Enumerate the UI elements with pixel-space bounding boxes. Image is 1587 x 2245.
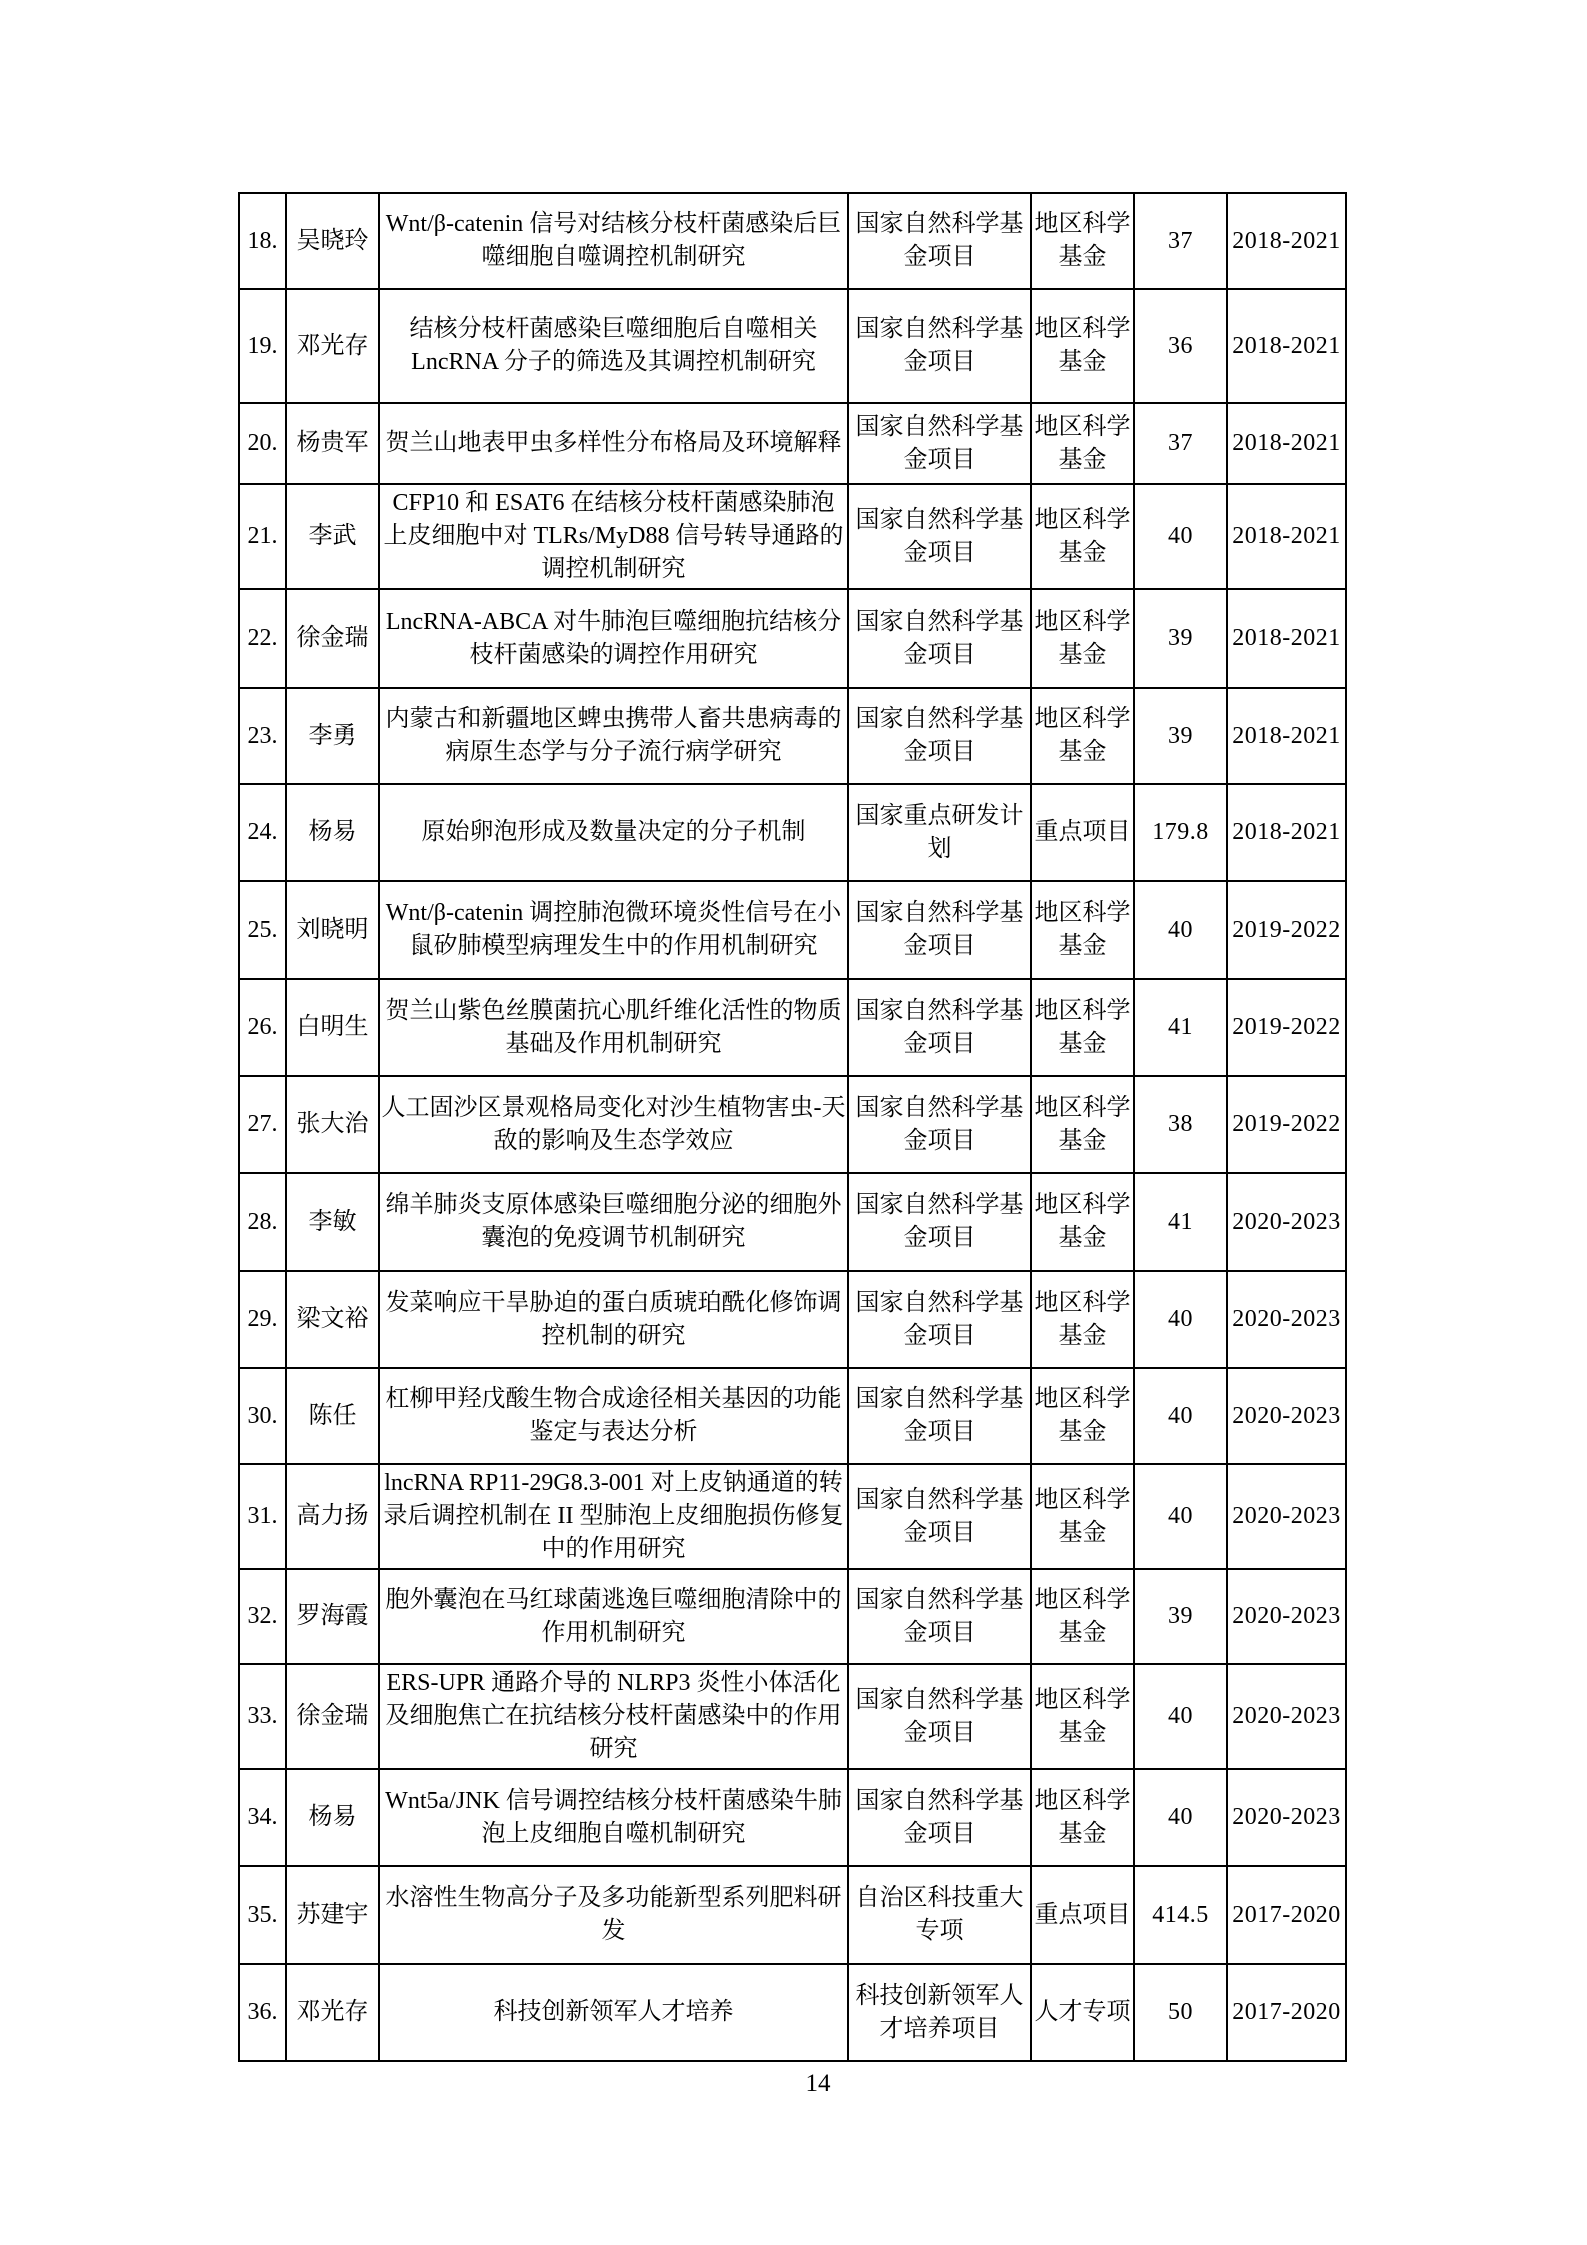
cell-title: ERS-UPR 通路介导的 NLRP3 炎性小体活化及细胞焦亡在抗结核分枝杆菌感染中的作用研究 xyxy=(379,1664,848,1769)
cell-category: 地区科学基金 xyxy=(1031,1368,1134,1464)
cell-category: 地区科学基金 xyxy=(1031,1464,1134,1569)
cell-period: 2020-2023 xyxy=(1227,1173,1346,1271)
page-number: 14 xyxy=(805,2070,831,2097)
cell-amount: 41 xyxy=(1134,1173,1227,1271)
cell-period: 2018-2021 xyxy=(1227,784,1346,881)
cell-period: 2018-2021 xyxy=(1227,289,1346,403)
cell-amount: 40 xyxy=(1134,1271,1227,1368)
cell-title: Wnt/β-catenin 信号对结核分枝杆菌感染后巨噬细胞自噬调控机制研究 xyxy=(379,193,848,289)
cell-period: 2020-2023 xyxy=(1227,1271,1346,1368)
table-row xyxy=(239,589,1346,688)
cell-category: 地区科学基金 xyxy=(1031,1664,1134,1769)
table-row xyxy=(239,1076,1346,1173)
cell-category: 重点项目 xyxy=(1031,784,1134,881)
cell-amount: 41 xyxy=(1134,979,1227,1076)
cell-title: lncRNA RP11-29G8.3-001 对上皮钠通道的转录后调控机制在 II 型肺泡上皮细胞损伤修复中的作用研究 xyxy=(379,1464,848,1569)
cell-amount: 40 xyxy=(1134,1464,1227,1569)
cell-program: 国家自然科学基金项目 xyxy=(848,1664,1031,1769)
table-row xyxy=(239,1769,1346,1866)
cell-period: 2017-2020 xyxy=(1227,1964,1346,2061)
cell-amount: 39 xyxy=(1134,589,1227,688)
cell-title: 科技创新领军人才培养 xyxy=(379,1964,848,2061)
cell-amount: 40 xyxy=(1134,1664,1227,1769)
cell-program: 国家自然科学基金项目 xyxy=(848,1076,1031,1173)
cell-title: 绵羊肺炎支原体感染巨噬细胞分泌的细胞外囊泡的免疫调节机制研究 xyxy=(379,1173,848,1271)
cell-category: 地区科学基金 xyxy=(1031,1076,1134,1173)
cell-title: 内蒙古和新疆地区蜱虫携带人畜共患病毒的病原生态学与分子流行病学研究 xyxy=(379,688,848,784)
cell-program: 国家重点研发计划 xyxy=(848,784,1031,881)
cell-period: 2019-2022 xyxy=(1227,979,1346,1076)
cell-name: 苏建宇 xyxy=(286,1866,379,1964)
table-row xyxy=(239,193,1346,289)
cell-name: 徐金瑞 xyxy=(286,1664,379,1769)
cell-title: 杠柳甲羟戊酸生物合成途径相关基因的功能鉴定与表达分析 xyxy=(379,1368,848,1464)
table-row xyxy=(239,1664,1346,1769)
table-row xyxy=(239,1866,1346,1964)
cell-name: 李敏 xyxy=(286,1173,379,1271)
cell-amount: 39 xyxy=(1134,688,1227,784)
cell-title: 发菜响应干旱胁迫的蛋白质琥珀酰化修饰调控机制的研究 xyxy=(379,1271,848,1368)
table-row xyxy=(239,1569,1346,1664)
cell-period: 2017-2020 xyxy=(1227,1866,1346,1964)
cell-name: 吴晓玲 xyxy=(286,193,379,289)
cell-index: 29. xyxy=(239,1271,286,1368)
cell-period: 2018-2021 xyxy=(1227,193,1346,289)
table-row xyxy=(239,881,1346,979)
cell-program: 国家自然科学基金项目 xyxy=(848,289,1031,403)
cell-index: 32. xyxy=(239,1569,286,1664)
projects-table-body xyxy=(239,193,1346,2061)
cell-category: 地区科学基金 xyxy=(1031,1569,1134,1664)
cell-amount: 37 xyxy=(1134,193,1227,289)
cell-name: 陈任 xyxy=(286,1368,379,1464)
cell-period: 2018-2021 xyxy=(1227,403,1346,484)
cell-period: 2020-2023 xyxy=(1227,1769,1346,1866)
cell-name: 杨贵军 xyxy=(286,403,379,484)
cell-program: 国家自然科学基金项目 xyxy=(848,1173,1031,1271)
cell-period: 2018-2021 xyxy=(1227,484,1346,589)
cell-amount: 50 xyxy=(1134,1964,1227,2061)
cell-period: 2020-2023 xyxy=(1227,1664,1346,1769)
cell-program: 国家自然科学基金项目 xyxy=(848,979,1031,1076)
cell-program: 国家自然科学基金项目 xyxy=(848,1464,1031,1569)
cell-program: 国家自然科学基金项目 xyxy=(848,403,1031,484)
cell-index: 28. xyxy=(239,1173,286,1271)
cell-title: CFP10 和 ESAT6 在结核分枝杆菌感染肺泡上皮细胞中对 TLRs/MyD88 信号转导通路的调控机制研究 xyxy=(379,484,848,589)
cell-amount: 414.5 xyxy=(1134,1866,1227,1964)
cell-category: 地区科学基金 xyxy=(1031,688,1134,784)
cell-category: 地区科学基金 xyxy=(1031,1769,1134,1866)
cell-category: 地区科学基金 xyxy=(1031,193,1134,289)
table-row xyxy=(239,1464,1346,1569)
table-row xyxy=(239,484,1346,589)
cell-program: 国家自然科学基金项目 xyxy=(848,589,1031,688)
cell-amount: 39 xyxy=(1134,1569,1227,1664)
cell-category: 地区科学基金 xyxy=(1031,1271,1134,1368)
cell-category: 地区科学基金 xyxy=(1031,1173,1134,1271)
cell-amount: 179.8 xyxy=(1134,784,1227,881)
cell-title: LncRNA-ABCA 对牛肺泡巨噬细胞抗结核分枝杆菌感染的调控作用研究 xyxy=(379,589,848,688)
cell-name: 邓光存 xyxy=(286,289,379,403)
cell-index: 25. xyxy=(239,881,286,979)
cell-category: 人才专项 xyxy=(1031,1964,1134,2061)
cell-program: 国家自然科学基金项目 xyxy=(848,484,1031,589)
cell-category: 地区科学基金 xyxy=(1031,484,1134,589)
cell-amount: 36 xyxy=(1134,289,1227,403)
cell-period: 2019-2022 xyxy=(1227,881,1346,979)
table-row xyxy=(239,1368,1346,1464)
cell-period: 2020-2023 xyxy=(1227,1464,1346,1569)
cell-name: 白明生 xyxy=(286,979,379,1076)
cell-program: 自治区科技重大专项 xyxy=(848,1866,1031,1964)
cell-title: 原始卵泡形成及数量决定的分子机制 xyxy=(379,784,848,881)
cell-name: 刘晓明 xyxy=(286,881,379,979)
cell-index: 30. xyxy=(239,1368,286,1464)
cell-index: 36. xyxy=(239,1964,286,2061)
cell-period: 2020-2023 xyxy=(1227,1368,1346,1464)
cell-index: 35. xyxy=(239,1866,286,1964)
cell-name: 李武 xyxy=(286,484,379,589)
cell-program: 国家自然科学基金项目 xyxy=(848,1271,1031,1368)
cell-name: 罗海霞 xyxy=(286,1569,379,1664)
cell-program: 国家自然科学基金项目 xyxy=(848,881,1031,979)
cell-program: 国家自然科学基金项目 xyxy=(848,1569,1031,1664)
cell-category: 地区科学基金 xyxy=(1031,979,1134,1076)
cell-name: 张大治 xyxy=(286,1076,379,1173)
cell-index: 26. xyxy=(239,979,286,1076)
cell-index: 21. xyxy=(239,484,286,589)
cell-program: 国家自然科学基金项目 xyxy=(848,193,1031,289)
cell-title: Wnt5a/JNK 信号调控结核分枝杆菌感染牛肺泡上皮细胞自噬机制研究 xyxy=(379,1769,848,1866)
table-row xyxy=(239,979,1346,1076)
cell-period: 2020-2023 xyxy=(1227,1569,1346,1664)
cell-program: 科技创新领军人才培养项目 xyxy=(848,1964,1031,2061)
cell-period: 2018-2021 xyxy=(1227,688,1346,784)
cell-name: 高力扬 xyxy=(286,1464,379,1569)
cell-category: 重点项目 xyxy=(1031,1866,1134,1964)
cell-name: 杨易 xyxy=(286,1769,379,1866)
cell-name: 李勇 xyxy=(286,688,379,784)
cell-name: 梁文裕 xyxy=(286,1271,379,1368)
table-row xyxy=(239,289,1346,403)
table-row xyxy=(239,403,1346,484)
table-row xyxy=(239,784,1346,881)
cell-index: 19. xyxy=(239,289,286,403)
cell-title: Wnt/β-catenin 调控肺泡微环境炎性信号在小鼠矽肺模型病理发生中的作用机制研究 xyxy=(379,881,848,979)
cell-amount: 37 xyxy=(1134,403,1227,484)
cell-category: 地区科学基金 xyxy=(1031,881,1134,979)
cell-program: 国家自然科学基金项目 xyxy=(848,688,1031,784)
table-row xyxy=(239,688,1346,784)
cell-index: 33. xyxy=(239,1664,286,1769)
table-row xyxy=(239,1964,1346,2061)
cell-index: 34. xyxy=(239,1769,286,1866)
cell-category: 地区科学基金 xyxy=(1031,589,1134,688)
cell-amount: 40 xyxy=(1134,881,1227,979)
cell-name: 杨易 xyxy=(286,784,379,881)
cell-title: 结核分枝杆菌感染巨噬细胞后自噬相关 LncRNA 分子的筛选及其调控机制研究 xyxy=(379,289,848,403)
cell-title: 水溶性生物高分子及多功能新型系列肥料研发 xyxy=(379,1866,848,1964)
cell-index: 20. xyxy=(239,403,286,484)
cell-amount: 40 xyxy=(1134,1769,1227,1866)
cell-title: 人工固沙区景观格局变化对沙生植物害虫-天敌的影响及生态学效应 xyxy=(379,1076,848,1173)
cell-index: 23. xyxy=(239,688,286,784)
cell-category: 地区科学基金 xyxy=(1031,289,1134,403)
cell-program: 国家自然科学基金项目 xyxy=(848,1368,1031,1464)
table-row xyxy=(239,1173,1346,1271)
cell-category: 地区科学基金 xyxy=(1031,403,1134,484)
cell-index: 22. xyxy=(239,589,286,688)
cell-name: 徐金瑞 xyxy=(286,589,379,688)
cell-amount: 40 xyxy=(1134,484,1227,589)
cell-index: 18. xyxy=(239,193,286,289)
projects-table xyxy=(238,192,1347,2062)
cell-title: 贺兰山紫色丝膜菌抗心肌纤维化活性的物质基础及作用机制研究 xyxy=(379,979,848,1076)
cell-program: 国家自然科学基金项目 xyxy=(848,1769,1031,1866)
cell-index: 24. xyxy=(239,784,286,881)
table-row xyxy=(239,1271,1346,1368)
cell-name: 邓光存 xyxy=(286,1964,379,2061)
cell-title: 贺兰山地表甲虫多样性分布格局及环境解释 xyxy=(379,403,848,484)
cell-index: 27. xyxy=(239,1076,286,1173)
cell-amount: 40 xyxy=(1134,1368,1227,1464)
cell-period: 2019-2022 xyxy=(1227,1076,1346,1173)
cell-amount: 38 xyxy=(1134,1076,1227,1173)
cell-title: 胞外囊泡在马红球菌逃逸巨噬细胞清除中的作用机制研究 xyxy=(379,1569,848,1664)
cell-period: 2018-2021 xyxy=(1227,589,1346,688)
cell-index: 31. xyxy=(239,1464,286,1569)
